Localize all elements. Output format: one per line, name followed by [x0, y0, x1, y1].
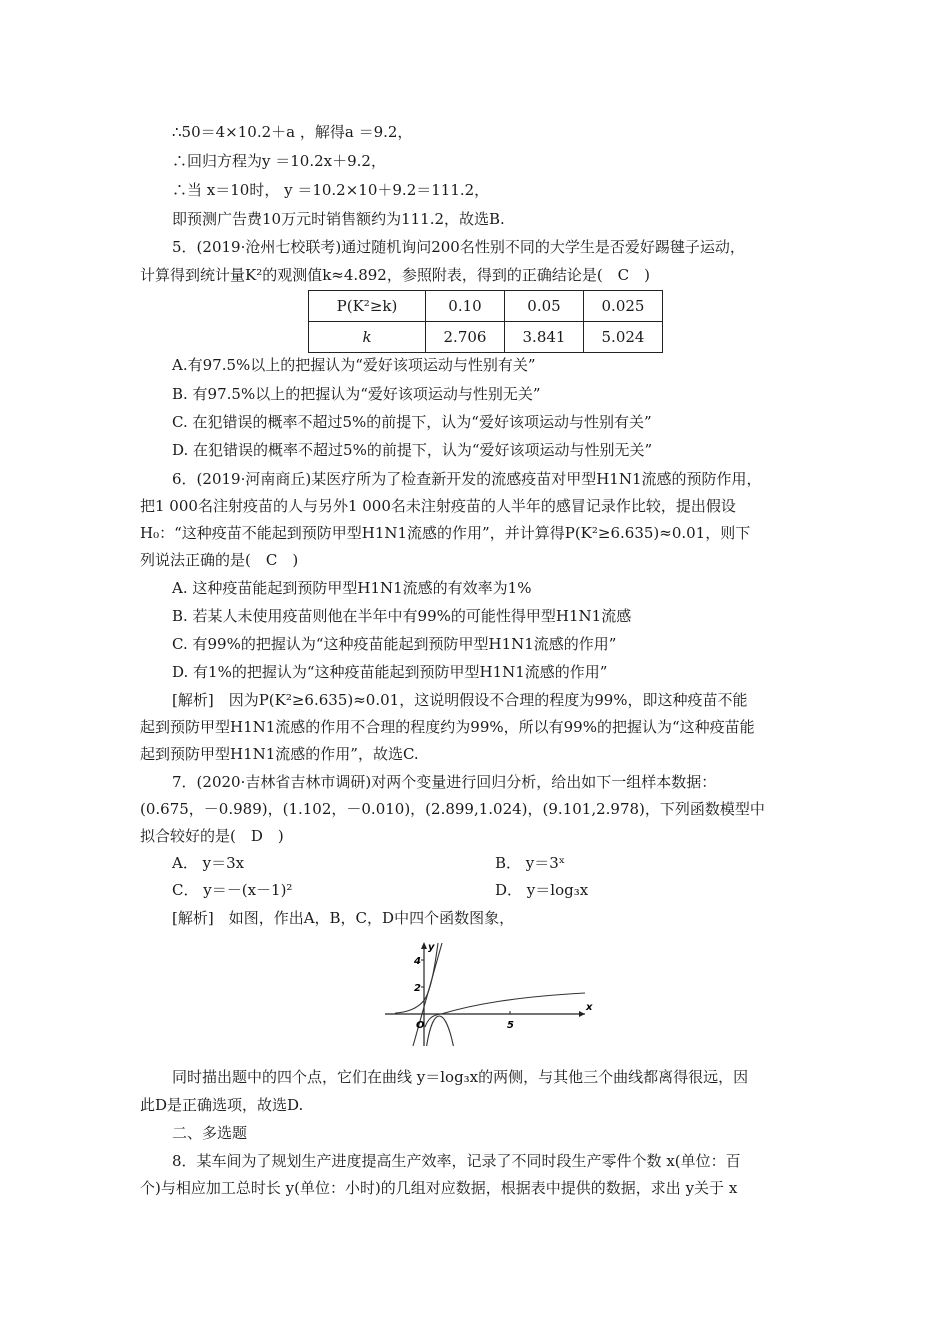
parabola-curve — [427, 1016, 454, 1046]
option-c: C． y＝－(x－1)² — [172, 881, 293, 899]
solution-text: [解析] 因为P(K²≥6.635)≈0.01，这说明假设不合理的程度为99%，即这种疫苗不能 — [172, 691, 748, 709]
tick-label-y4: 4 — [414, 956, 421, 967]
table-row — [309, 291, 663, 322]
option-d: D. 在犯错误的概率不超过5%的前提下，认为“爱好该项运动与性别无关” — [172, 441, 653, 459]
option-a: A. 这种疫苗能起到预防甲型H1N1流感的有效率为1% — [172, 579, 532, 597]
question-7-stem: 7．(2020·吉林省吉林市调研)对两个变量进行回归分析，给出如下一组样本数据： — [172, 773, 717, 791]
option-b: B． y＝3ˣ — [495, 854, 566, 872]
solution-text: [解析] 如图，作出A，B，C，D中四个函数图象， — [172, 909, 515, 927]
solution-text: 此D是正确选项，故选D. — [140, 1096, 304, 1114]
x-axis-arrow — [579, 1011, 585, 1017]
x-axis-label: x — [586, 1002, 593, 1013]
text-line: ∴50＝4×10.2＋a ，解得a ＝9.2， — [172, 123, 413, 141]
question-6-stem: 把1 000名注射疫苗的人与另外1 000名未注射疫苗的人半年的感冒记录作比较，提出假设 — [140, 497, 736, 515]
question-6-stem: 6．(2019·河南商丘)某医疗所为了检查新开发的流感疫苗对甲型H1N1流感的预防作用， — [172, 470, 762, 488]
option-c: C. 有99%的把握认为“这种疫苗能起到预防甲型H1N1流感的作用” — [172, 635, 617, 653]
option-c: C. 在犯错误的概率不超过5%的前提下，认为“爱好该项运动与性别有关” — [172, 413, 652, 431]
function-graph-figure — [385, 938, 595, 1050]
text-line: 即预测广告费10万元时销售额约为111.2，故选B. — [172, 210, 505, 228]
option-a: A． y＝3x — [172, 854, 245, 872]
question-8-stem: 8．某车间为了规划生产进度提高生产效率，记录了不同时段生产零件个数 x(单位：百 — [172, 1152, 741, 1170]
table-cell: 2.706 — [426, 322, 505, 353]
table-cell: 0.10 — [426, 291, 505, 322]
tick-label-x5: 5 — [507, 1020, 514, 1031]
table-row — [309, 322, 663, 353]
y-axis-arrow — [421, 942, 427, 949]
question-5-stem: 计算得到统计量K²的观测值k≈4.892，参照附表，得到的正确结论是( C ) — [140, 266, 651, 284]
option-d: D. 有1%的把握认为“这种疫苗能起到预防甲型H1N1流感的作用” — [172, 663, 608, 681]
table-header-cell: P(K²≥k) — [309, 291, 426, 322]
option-d: D． y＝log₃x — [495, 881, 589, 899]
question-7-stem: (0.675，－0.989)，(1.102，－0.010)，(2.899,1.024)，(9.101,2.978)，下列函数模型中 — [140, 800, 765, 818]
table-header-cell: k — [309, 322, 426, 353]
tick-label-y2: 2 — [414, 983, 421, 994]
table-cell: 5.024 — [584, 322, 663, 353]
log-curve — [425, 993, 585, 1027]
origin-label: O — [416, 1020, 425, 1031]
question-6-stem: 列说法正确的是( C ) — [140, 551, 299, 569]
y-axis-label: y — [428, 942, 435, 953]
question-5-stem: 5．(2019·沧州七校联考)通过随机询问200名性别不同的大学生是否爱好踢毽子运动， — [172, 238, 745, 256]
table-cell: 0.05 — [505, 291, 584, 322]
section-heading: 二、多选题 — [172, 1124, 248, 1142]
question-7-stem: 拟合较好的是( D ) — [140, 827, 284, 845]
table-cell: 0.025 — [584, 291, 663, 322]
option-b: B. 有97.5%以上的把握认为“爱好该项运动与性别无关” — [172, 385, 541, 403]
solution-text: 起到预防甲型H1N1流感的作用不合理的程度约为99%，所以有99%的把握认为“这种疫苗能 — [140, 718, 755, 736]
option-a: A.有97.5%以上的把握认为“爱好该项运动与性别有关” — [172, 356, 536, 374]
solution-text: 起到预防甲型H1N1流感的作用”，故选C. — [140, 745, 419, 763]
critical-value-table — [308, 290, 663, 353]
table-cell: 3.841 — [505, 322, 584, 353]
solution-text: 同时描出题中的四个点，它们在曲线 y＝log₃x的两侧，与其他三个曲线都离得很远，因 — [172, 1068, 749, 1086]
question-8-stem: 个)与相应加工总时长 y(单位：小时)的几组对应数据，根据表中提供的数据，求出 y关于 x — [140, 1179, 738, 1197]
option-b: B. 若某人未使用疫苗则他在半年中有99%的可能性得甲型H1N1流感 — [172, 607, 632, 625]
text-line: ∴回归方程为y ＝10.2x＋9.2， — [172, 152, 386, 170]
text-line: ∴当 x＝10时， y ＝10.2×10＋9.2＝111.2， — [172, 181, 490, 199]
question-6-stem: H₀：“这种疫苗不能起到预防甲型H1N1流感的作用”，并计算得P(K²≥6.635)≈0.01，则下 — [140, 524, 751, 542]
